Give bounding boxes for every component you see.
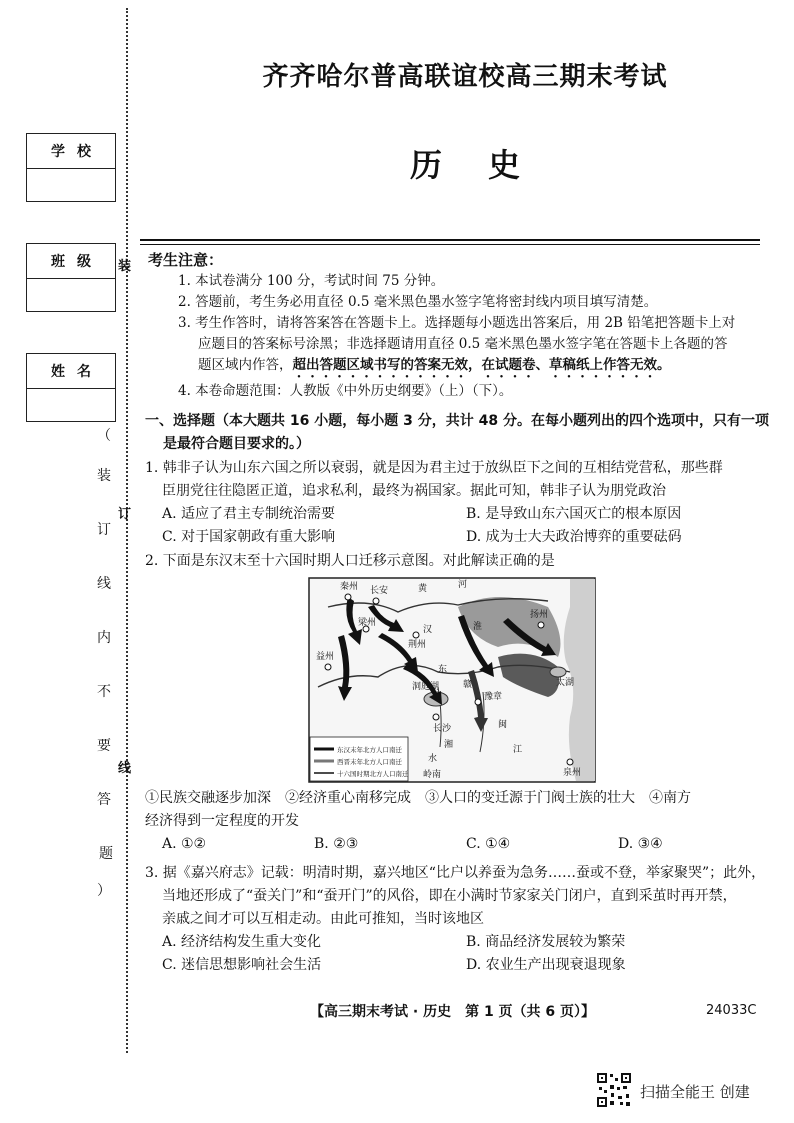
qr-code-icon	[596, 1072, 632, 1108]
page-footer: 【高三期末考试 · 历史 第 1 页（共 6 页）】	[310, 1004, 596, 1020]
q1-option-c: C. 对于国家朝政有重大影响	[162, 529, 336, 545]
notice-item: 1. 本试卷满分 100 分，考试时间 75 分钟。	[178, 273, 445, 289]
exam-notice	[148, 250, 768, 402]
question-1	[145, 457, 770, 549]
city-marker	[345, 594, 351, 600]
header-rule	[140, 239, 760, 241]
map-label: 泉州	[563, 768, 582, 778]
city-marker	[325, 664, 331, 670]
map-label: 长安	[370, 586, 389, 596]
question-2	[145, 550, 770, 856]
notice-item-line	[148, 355, 768, 381]
q2-stem: 2. 下面是东汉末至十六国时期人口迁移示意图。对此解读正确的是	[145, 553, 555, 569]
map-label: 湘	[444, 740, 454, 750]
map-label: 水	[428, 754, 438, 764]
map-label: 扬州	[530, 610, 549, 620]
city-marker	[413, 632, 419, 638]
school-blank	[27, 169, 115, 201]
q1-option-b: B. 是导致山东六国灭亡的根本原因	[466, 506, 682, 522]
header-rule-thin	[140, 244, 760, 245]
q3-option-d: D. 农业生产出现衰退现象	[466, 957, 626, 973]
q2-statements: ①民族交融逐步加深 ②经济重心南移完成 ③人口的变迁源于门阀士族的壮大 ④南方	[145, 790, 691, 806]
notice-item: 应题目的答案标号涂黑；非选择题请用直径 0.5 毫米黑色墨水签字笔在答题卡上各题的答	[198, 336, 728, 352]
q1-option-d: D. 成为士大夫政治博弈的重要砝码	[466, 529, 682, 545]
q3-stem-cont: 亲戚之间才可以互相走动。由此可推知，当时该地区	[162, 911, 484, 927]
class-field	[26, 243, 116, 312]
map-label: 岭南	[423, 770, 442, 780]
exam-title: 齐齐哈尔普高联谊校高三期末考试	[262, 62, 668, 92]
map-label: 东	[438, 665, 448, 675]
city-marker	[433, 714, 439, 720]
question-body	[145, 410, 770, 977]
vertical-char: 内	[97, 630, 111, 646]
vertical-char: ）	[97, 883, 111, 899]
section-heading-cont: 是最符合题目要求的。）	[163, 436, 310, 452]
class-blank	[27, 279, 115, 311]
subject-title: 历史	[409, 146, 566, 184]
q1-options-row	[145, 526, 770, 549]
name-field	[26, 353, 116, 422]
map-label: 汉	[423, 625, 433, 635]
q2-statements-cont: 经济得到一定程度的开发	[145, 813, 299, 829]
city-marker	[475, 699, 481, 705]
map-label: 河	[458, 580, 468, 590]
legend-label: 西晋末年北方人口南迁	[337, 758, 402, 766]
city-marker	[373, 598, 379, 604]
q2-option-a: A. ①②	[162, 836, 207, 852]
q3-options-row	[145, 954, 770, 977]
taihu-lake	[550, 667, 566, 677]
q3-option-c: C. 迷信思想影响社会生活	[162, 957, 322, 973]
notice-item: 2. 答题前，考生务必用直径 0.5 毫米黑色墨水签字笔将密封线内项目填写清楚。	[178, 294, 658, 310]
vertical-char: 要	[97, 738, 111, 754]
bind-mark: 订	[118, 507, 132, 522]
map-label: 太湖	[556, 678, 575, 688]
map-label: 梁州	[358, 618, 377, 628]
q1-options-row	[145, 503, 770, 526]
q3-stem-cont: 当地还形成了“蚕关门”和“蚕开门”的风俗，即在小满时节家家关门闭户，直到采茧时再开禁，	[162, 888, 737, 904]
section-heading: 一、选择题（本大题共 16 小题，每小题 3 分，共计 48 分。在每小题列出的四个选项中，只有一项	[145, 413, 769, 429]
map-label: 秦州	[340, 582, 359, 592]
q3-option-b: B. 商品经济发展较为繁荣	[466, 934, 626, 950]
notice-item: 题区域内作答，	[198, 357, 293, 373]
city-marker	[538, 622, 544, 628]
q2-option-b: B. ②③	[314, 836, 359, 852]
migration-map-svg	[308, 577, 596, 783]
scanner-watermark: 扫描全能王 创建	[640, 1083, 750, 1101]
school-field	[26, 133, 116, 202]
q1-option-a: A. 适应了君主专制统治需要	[162, 506, 336, 522]
map-label: 益州	[316, 652, 335, 662]
paper-code: 24033C	[706, 1003, 757, 1018]
notice-item: 4. 本卷命题范围：人教版《中外历史纲要》（上）（下）。	[178, 383, 513, 399]
bind-mark: 线	[118, 761, 132, 776]
map-label: 黄	[418, 584, 428, 594]
binding-dotted-line	[126, 8, 128, 1053]
name-blank	[27, 389, 115, 421]
q3-option-a: A. 经济结构发生重大变化	[162, 934, 322, 950]
vertical-char: 订	[97, 522, 111, 538]
vertical-char: 装	[97, 468, 111, 484]
vertical-char: 题	[99, 846, 113, 862]
map-label: 洞庭湖	[412, 682, 440, 692]
q1-stem-cont: 臣朋党往往隐匿正道，追求私利，最终为祸国家。据此可知，韩非子认为朋党政治	[162, 483, 666, 499]
class-label: 班级	[27, 244, 115, 279]
q3-stem: 3. 据《嘉兴府志》记载：明清时期，嘉兴地区“比户以养蚕为急务……蚕或不登，举家聚哭”；此外，	[145, 865, 766, 881]
q3-options-row	[145, 931, 770, 954]
bind-mark: 装	[118, 259, 132, 274]
vertical-char: 不	[97, 684, 111, 700]
map-label: 江	[513, 745, 523, 755]
notice-heading: 考生注意：	[148, 251, 224, 269]
map-label: 淮	[473, 622, 483, 632]
map-label: 长沙	[433, 724, 452, 734]
q2-option-d: D. ③④	[618, 836, 663, 852]
q2-option-c: C. ①④	[466, 836, 511, 852]
notice-item: 3. 考生作答时，请将答案答在答题卡上。选择题每小题选出答案后，用 2B 铅笔把答题卡上对	[178, 315, 736, 331]
map-label: 赣	[463, 680, 473, 690]
city-marker	[567, 759, 573, 765]
migration-map	[308, 577, 596, 783]
legend-label: 东汉末年北方人口南迁	[337, 746, 402, 754]
name-label: 姓名	[27, 354, 115, 389]
vertical-char: 答	[97, 792, 111, 808]
vertical-char: （	[97, 428, 111, 444]
school-label: 学校	[27, 134, 115, 169]
map-label: 荆州	[408, 640, 427, 650]
vertical-char: 线	[97, 576, 111, 592]
question-3	[145, 862, 770, 977]
q2-options-row	[145, 833, 770, 856]
map-label: 豫章	[484, 692, 503, 702]
map-label: 闽	[498, 720, 508, 730]
notice-warning: 超出答题区域书写的答案无效，在试题卷、草稿纸上作答无效。	[292, 357, 671, 373]
q1-stem: 1. 韩非子认为山东六国之所以衰弱，就是因为君主过于放纵臣下之间的互相结党营私，那些群	[145, 460, 723, 476]
legend-label: 十六国时期北方人口南迁	[337, 770, 409, 778]
